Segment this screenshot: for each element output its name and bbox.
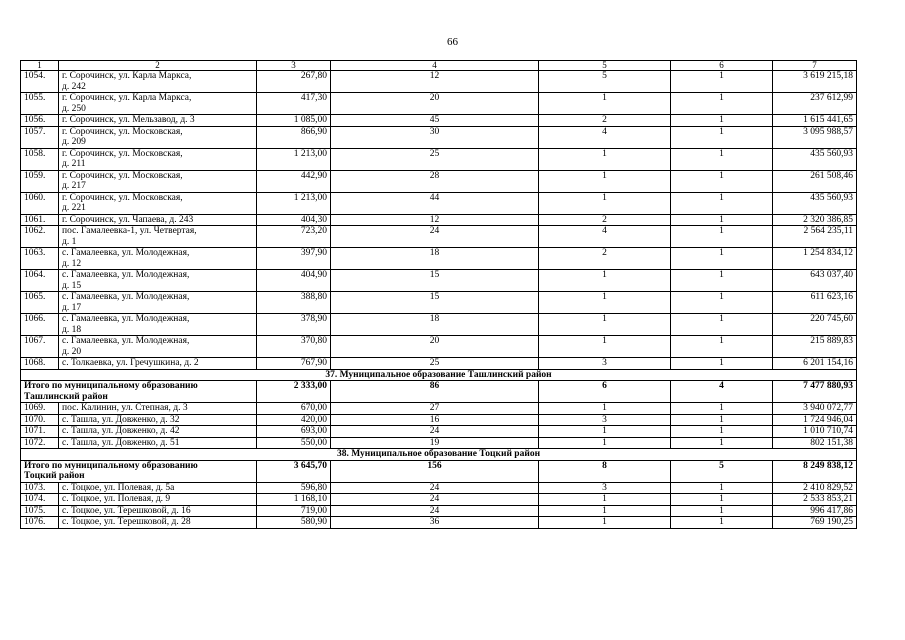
address-cell — [59, 314, 257, 336]
area-value: 580,90 — [257, 517, 331, 529]
col6-value: 1 — [671, 148, 773, 170]
col4-value: 36 — [331, 517, 539, 529]
col6-value: 1 — [671, 437, 773, 449]
col5-value: 2 — [539, 248, 671, 270]
col5-value: 1 — [539, 170, 671, 192]
area-value: 388,80 — [257, 292, 331, 314]
col4-value: 12 — [331, 214, 539, 226]
col6-value: 1 — [671, 292, 773, 314]
area-value: 1 213,00 — [257, 148, 331, 170]
col6-value: 4 — [671, 381, 773, 403]
col4-value: 24 — [331, 505, 539, 517]
table-row — [21, 71, 857, 93]
address-cell — [59, 494, 257, 506]
col4-value: 25 — [331, 148, 539, 170]
row-number: 1059. — [21, 170, 59, 192]
address-cell — [59, 148, 257, 170]
col4-value: 45 — [331, 115, 539, 127]
table-row — [21, 170, 857, 192]
address-line: с. Ташла, ул. Довженко, д. 51 — [62, 437, 180, 448]
row-number: 1062. — [21, 226, 59, 248]
table-row — [21, 226, 857, 248]
address-line: д. 20 — [62, 346, 82, 357]
row-number: 1072. — [21, 437, 59, 449]
table-row — [21, 115, 857, 127]
col5-value: 8 — [539, 460, 671, 482]
amount-value: 1 615 441,65 — [773, 115, 857, 127]
address-cell — [59, 517, 257, 529]
col5-value: 1 — [539, 336, 671, 358]
address-line: г. Сорочинск, ул. Чапаева, д. 243 — [62, 214, 194, 225]
row-number: 1074. — [21, 494, 59, 506]
row-number: 1063. — [21, 248, 59, 270]
col5-value: 1 — [539, 192, 671, 214]
address-line: д. 12 — [62, 258, 82, 269]
row-number: 1071. — [21, 426, 59, 438]
total-label — [21, 381, 257, 403]
col6-value: 5 — [671, 460, 773, 482]
col6-value: 1 — [671, 248, 773, 270]
row-number: 1075. — [21, 505, 59, 517]
header-row — [21, 61, 857, 71]
header-cell: 7 — [773, 61, 857, 71]
col5-value: 1 — [539, 403, 671, 415]
header-cell: 6 — [671, 61, 773, 71]
total-row — [21, 381, 857, 403]
address-line: г. Сорочинск, ул. Московская, — [62, 192, 183, 203]
col6-value: 1 — [671, 93, 773, 115]
col5-value: 1 — [539, 505, 671, 517]
col5-value: 5 — [539, 71, 671, 93]
table-row — [21, 482, 857, 494]
col6-value: 1 — [671, 214, 773, 226]
table-row — [21, 414, 857, 426]
total-label — [21, 460, 257, 482]
row-number: 1069. — [21, 403, 59, 415]
address-line: Итого по муниципальному образованию — [24, 381, 198, 391]
address-line: с. Гамалеевка, ул. Молодежная, — [62, 314, 190, 324]
section-title: 38. Муниципальное образование Тоцкий район — [21, 449, 857, 461]
col4-value: 25 — [331, 358, 539, 370]
col4-value: 15 — [331, 270, 539, 292]
address-cell — [59, 126, 257, 148]
table-row — [21, 403, 857, 415]
col4-value: 20 — [331, 336, 539, 358]
col6-value: 1 — [671, 270, 773, 292]
address-line: д. 15 — [62, 280, 82, 291]
table-row — [21, 248, 857, 270]
col6-value: 1 — [671, 170, 773, 192]
col4-value: 28 — [331, 170, 539, 192]
row-number: 1061. — [21, 214, 59, 226]
table-row — [21, 93, 857, 115]
address-line: г. Сорочинск, ул. Московская, — [62, 126, 183, 137]
row-number: 1056. — [21, 115, 59, 127]
address-line: д. 217 — [62, 181, 86, 191]
col5-value: 3 — [539, 482, 671, 494]
col5-value: 1 — [539, 426, 671, 438]
address-cell — [59, 414, 257, 426]
area-value: 550,00 — [257, 437, 331, 449]
col5-value: 1 — [539, 148, 671, 170]
table-row — [21, 192, 857, 214]
address-line: с. Ташла, ул. Довженко, д. 42 — [62, 426, 180, 436]
col5-value: 3 — [539, 414, 671, 426]
col6-value: 1 — [671, 126, 773, 148]
col6-value: 1 — [671, 115, 773, 127]
area-value: 670,00 — [257, 403, 331, 415]
address-line: г. Сорочинск, ул. Московская, — [62, 170, 183, 181]
address-cell — [59, 336, 257, 358]
address-cell — [59, 482, 257, 494]
area-value: 2 333,00 — [257, 381, 331, 403]
amount-value: 1 254 834,12 — [773, 248, 857, 270]
table-row — [21, 505, 857, 517]
address-cell — [59, 71, 257, 93]
col4-value: 30 — [331, 126, 539, 148]
amount-value: 802 151,38 — [773, 437, 857, 449]
address-line: г. Сорочинск, ул. Карла Маркса, — [62, 71, 192, 81]
col5-value: 1 — [539, 494, 671, 506]
col4-value: 24 — [331, 226, 539, 248]
row-number: 1073. — [21, 482, 59, 494]
col5-value: 4 — [539, 126, 671, 148]
row-number: 1058. — [21, 148, 59, 170]
table-row — [21, 314, 857, 336]
section-title: 37. Муниципальное образование Ташлинский район — [21, 369, 857, 381]
col6-value: 1 — [671, 336, 773, 358]
address-cell — [59, 505, 257, 517]
col5-value: 1 — [539, 437, 671, 449]
col6-value: 1 — [671, 482, 773, 494]
address-cell — [59, 437, 257, 449]
address-line: д. 1 — [62, 236, 77, 247]
col6-value: 1 — [671, 314, 773, 336]
row-number: 1068. — [21, 358, 59, 370]
address-line: с. Толкаевка, ул. Гречушкина, д. 2 — [62, 358, 199, 368]
col5-value: 2 — [539, 115, 671, 127]
address-line: д. 250 — [62, 103, 86, 114]
col6-value: 1 — [671, 403, 773, 415]
col4-value: 19 — [331, 437, 539, 449]
area-value: 378,90 — [257, 314, 331, 336]
amount-value: 1 724 946,04 — [773, 414, 857, 426]
table-row — [21, 336, 857, 358]
amount-value: 220 745,60 — [773, 314, 857, 336]
col4-value: 27 — [331, 403, 539, 415]
amount-value: 3 940 072,77 — [773, 403, 857, 415]
col5-value: 6 — [539, 381, 671, 403]
table-row — [21, 517, 857, 529]
amount-value: 7 477 880,93 — [773, 381, 857, 403]
address-cell — [59, 214, 257, 226]
area-value: 866,90 — [257, 126, 331, 148]
amount-value: 2 320 386,85 — [773, 214, 857, 226]
col6-value: 1 — [671, 192, 773, 214]
col6-value: 1 — [671, 414, 773, 426]
amount-value: 2 533 853,21 — [773, 494, 857, 506]
row-number: 1066. — [21, 314, 59, 336]
area-value: 442,90 — [257, 170, 331, 192]
total-row — [21, 460, 857, 482]
area-value: 417,30 — [257, 93, 331, 115]
address-line: д. 18 — [62, 324, 82, 335]
area-value: 723,20 — [257, 226, 331, 248]
col4-value: 86 — [331, 381, 539, 403]
amount-value: 2 410 829,52 — [773, 482, 857, 494]
col4-value: 16 — [331, 414, 539, 426]
amount-value: 435 560,93 — [773, 148, 857, 170]
amount-value: 643 037,40 — [773, 270, 857, 292]
col6-value: 1 — [671, 517, 773, 529]
table-row — [21, 126, 857, 148]
row-number: 1060. — [21, 192, 59, 214]
row-number: 1064. — [21, 270, 59, 292]
address-cell — [59, 226, 257, 248]
page-number: 66 — [447, 36, 458, 48]
amount-value: 6 201 154,16 — [773, 358, 857, 370]
amount-value: 1 010 710,74 — [773, 426, 857, 438]
area-value: 719,00 — [257, 505, 331, 517]
table-row — [21, 292, 857, 314]
area-value: 767,90 — [257, 358, 331, 370]
address-line: с. Гамалеевка, ул. Молодежная, — [62, 292, 190, 302]
area-value: 267,80 — [257, 71, 331, 93]
address-line: пос. Гамалеевка-1, ул. Четвертая, — [62, 226, 197, 236]
header-cell: 2 — [59, 61, 257, 71]
address-line: с. Ташла, ул. Довженко, д. 32 — [62, 414, 180, 425]
area-value: 3 645,70 — [257, 460, 331, 482]
table-row — [21, 270, 857, 292]
row-number: 1070. — [21, 414, 59, 426]
col5-value: 2 — [539, 214, 671, 226]
col6-value: 1 — [671, 494, 773, 506]
area-value: 1 168,10 — [257, 494, 331, 506]
address-line: с. Тоцкое, ул. Полевая, д. 5а — [62, 482, 175, 493]
col5-value: 4 — [539, 226, 671, 248]
address-cell — [59, 270, 257, 292]
address-line: д. 211 — [62, 159, 86, 169]
area-value: 397,90 — [257, 248, 331, 270]
header-cell: 4 — [331, 61, 539, 71]
table-body — [21, 61, 857, 529]
col4-value: 44 — [331, 192, 539, 214]
col6-value: 1 — [671, 71, 773, 93]
amount-value: 3 619 215,18 — [773, 71, 857, 93]
col4-value: 24 — [331, 494, 539, 506]
data-table — [20, 60, 857, 529]
col6-value: 1 — [671, 226, 773, 248]
area-value: 1 085,00 — [257, 115, 331, 127]
address-line: с. Гамалеевка, ул. Молодежная, — [62, 270, 190, 280]
table-row — [21, 437, 857, 449]
col5-value: 1 — [539, 292, 671, 314]
table-row — [21, 358, 857, 370]
address-cell — [59, 115, 257, 127]
address-line: с. Гамалеевка, ул. Молодежная, — [62, 336, 190, 346]
section-row — [21, 449, 857, 461]
amount-value: 237 612,99 — [773, 93, 857, 115]
address-cell — [59, 93, 257, 115]
address-line: пос. Калинин, ул. Степная, д. 3 — [62, 403, 188, 413]
header-cell: 1 — [21, 61, 59, 71]
amount-value: 261 508,46 — [773, 170, 857, 192]
address-line: д. 17 — [62, 302, 82, 313]
address-line: д. 221 — [62, 203, 86, 213]
area-value: 404,90 — [257, 270, 331, 292]
row-number: 1057. — [21, 126, 59, 148]
col4-value: 24 — [331, 482, 539, 494]
address-line: с. Тоцкое, ул. Полевая, д. 9 — [62, 494, 171, 504]
row-number: 1054. — [21, 71, 59, 93]
header-cell: 3 — [257, 61, 331, 71]
amount-value: 769 190,25 — [773, 517, 857, 529]
address-line: г. Сорочинск, ул. Карла Маркса, — [62, 93, 192, 103]
address-cell — [59, 403, 257, 415]
area-value: 693,00 — [257, 426, 331, 438]
amount-value: 3 095 988,57 — [773, 126, 857, 148]
address-line: с. Тоцкое, ул. Терешковой, д. 16 — [62, 505, 191, 516]
section-row — [21, 369, 857, 381]
address-line: с. Гамалеевка, ул. Молодежная, — [62, 248, 190, 258]
col4-value: 18 — [331, 248, 539, 270]
address-cell — [59, 426, 257, 438]
col5-value: 1 — [539, 517, 671, 529]
col4-value: 18 — [331, 314, 539, 336]
table-row — [21, 426, 857, 438]
table-row — [21, 148, 857, 170]
address-cell — [59, 192, 257, 214]
col4-value: 156 — [331, 460, 539, 482]
col4-value: 12 — [331, 71, 539, 93]
address-line: Тоцкий район — [24, 471, 85, 481]
row-number: 1065. — [21, 292, 59, 314]
address-cell — [59, 170, 257, 192]
col6-value: 1 — [671, 358, 773, 370]
address-cell — [59, 292, 257, 314]
address-line: г. Сорочинск, ул. Мельзавод, д. 3 — [62, 115, 195, 125]
col5-value: 1 — [539, 270, 671, 292]
table-row — [21, 494, 857, 506]
amount-value: 611 623,16 — [773, 292, 857, 314]
table-row — [21, 214, 857, 226]
address-line: г. Сорочинск, ул. Московская, — [62, 148, 183, 159]
header-cell: 5 — [539, 61, 671, 71]
address-line: д. 242 — [62, 81, 86, 92]
amount-value: 8 249 838,12 — [773, 460, 857, 482]
col4-value: 24 — [331, 426, 539, 438]
col5-value: 3 — [539, 358, 671, 370]
amount-value: 2 564 235,11 — [773, 226, 857, 248]
address-cell — [59, 358, 257, 370]
area-value: 1 213,00 — [257, 192, 331, 214]
col4-value: 15 — [331, 292, 539, 314]
col6-value: 1 — [671, 426, 773, 438]
amount-value: 435 560,93 — [773, 192, 857, 214]
row-number: 1076. — [21, 517, 59, 529]
address-line: Итого по муниципальному образованию — [24, 460, 198, 471]
address-line: д. 209 — [62, 137, 86, 147]
amount-value: 215 889,83 — [773, 336, 857, 358]
area-value: 420,00 — [257, 414, 331, 426]
address-cell — [59, 248, 257, 270]
row-number: 1067. — [21, 336, 59, 358]
amount-value: 996 417,86 — [773, 505, 857, 517]
address-line: с. Тоцкое, ул. Терешковой, д. 28 — [62, 517, 191, 527]
area-value: 404,30 — [257, 214, 331, 226]
address-line: Ташлинский район — [24, 391, 108, 402]
area-value: 370,80 — [257, 336, 331, 358]
col4-value: 20 — [331, 93, 539, 115]
col5-value: 1 — [539, 314, 671, 336]
area-value: 596,80 — [257, 482, 331, 494]
row-number: 1055. — [21, 93, 59, 115]
col5-value: 1 — [539, 93, 671, 115]
col6-value: 1 — [671, 505, 773, 517]
